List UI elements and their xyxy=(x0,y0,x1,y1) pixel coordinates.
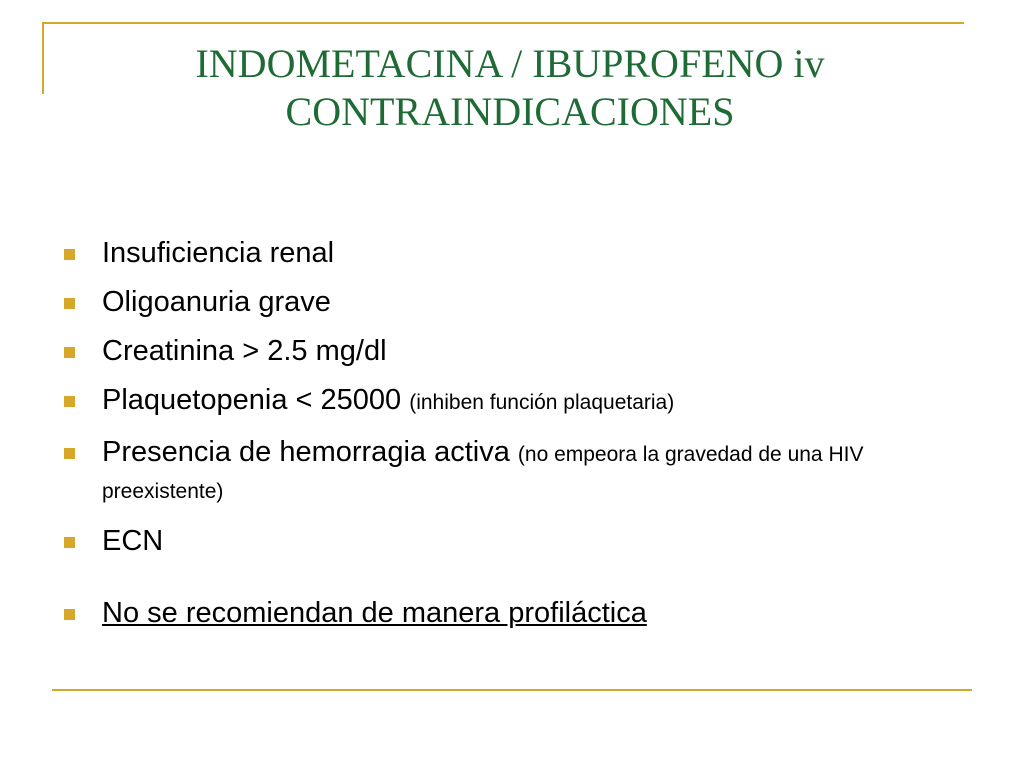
bullet-note: (no empeora la gravedad de una HIV preexistente) xyxy=(102,443,864,503)
square-bullet-icon xyxy=(64,396,75,407)
bullet-text: Oligoanuria grave xyxy=(102,286,331,318)
bullet-text: Insuficiencia renal xyxy=(102,237,335,269)
square-bullet-icon xyxy=(64,537,75,548)
slide-frame-bottom-line xyxy=(52,689,972,691)
square-bullet-icon xyxy=(64,298,75,309)
bullet-item-hemorragia xyxy=(62,435,982,509)
slide-frame-top-line xyxy=(42,22,964,24)
bullet-list xyxy=(62,236,982,645)
bullet-text: Plaquetopenia < 25000 xyxy=(102,384,410,416)
bullet-item-profilactica xyxy=(62,596,982,630)
slide-frame-left-line xyxy=(42,22,44,94)
bullet-item-renal xyxy=(62,236,982,270)
square-bullet-icon xyxy=(64,249,75,260)
bullet-item-oligoanuria xyxy=(62,285,982,319)
bullet-text: Presencia de hemorragia activa xyxy=(102,436,518,468)
bullet-text: No se recomiendan de manera profiláctica xyxy=(102,597,647,629)
bullet-item-creatinina xyxy=(62,334,982,368)
bullet-text: ECN xyxy=(102,525,164,557)
bullet-text: Creatinina > 2.5 mg/dl xyxy=(102,335,387,367)
square-bullet-icon xyxy=(64,448,75,459)
slide-title xyxy=(60,40,960,136)
square-bullet-icon xyxy=(64,609,75,620)
square-bullet-icon xyxy=(64,347,75,358)
slide-title-line-1: INDOMETACINA / IBUPROFENO iv xyxy=(195,41,825,86)
bullet-note: (inhiben función plaquetaria) xyxy=(409,391,675,414)
bullet-item-ecn xyxy=(62,524,982,558)
slide-title-line-2: CONTRAINDICACIONES xyxy=(285,89,735,134)
bullet-item-plaquetopenia xyxy=(62,383,982,420)
